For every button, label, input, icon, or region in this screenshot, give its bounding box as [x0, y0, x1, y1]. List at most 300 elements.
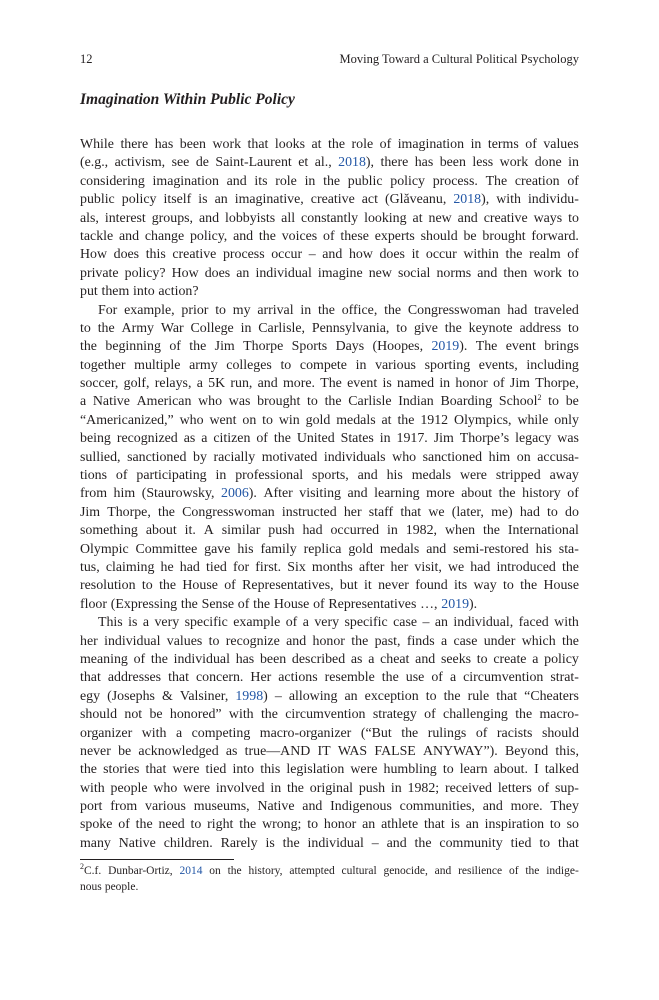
word: honored”: [169, 707, 222, 723]
body-line: [80, 541, 579, 559]
word: the: [381, 670, 399, 686]
word: Valsiner,: [179, 688, 229, 704]
word: is: [198, 192, 208, 208]
word: role: [275, 173, 297, 189]
word: nous: [80, 880, 102, 893]
word: tackle: [80, 228, 114, 244]
word: history,: [248, 865, 283, 877]
word: claiming: [105, 559, 155, 575]
word: creative: [483, 210, 528, 226]
word: together: [80, 357, 126, 373]
word: as: [350, 651, 363, 667]
word: army: [189, 357, 218, 373]
word: medals: [379, 541, 420, 557]
word: traveled: [534, 302, 579, 318]
body-line: [80, 375, 579, 393]
word: tied: [205, 559, 227, 575]
word: While: [80, 137, 114, 152]
word: were: [183, 780, 211, 796]
word: et: [298, 155, 309, 171]
word: him: [488, 449, 511, 465]
word: not: [124, 707, 143, 723]
word: on: [242, 412, 257, 428]
word: history: [522, 486, 561, 502]
word: a: [532, 651, 539, 667]
citation-link[interactable]: 1998: [235, 688, 264, 704]
word: sullied,: [80, 449, 121, 465]
word: floor: [80, 596, 108, 612]
word: to: [307, 817, 319, 833]
word: considering: [80, 173, 145, 189]
word: of: [424, 707, 436, 723]
word: Representatives,: [242, 578, 334, 594]
word: 1982;: [407, 780, 440, 796]
word: the: [159, 578, 177, 594]
body-line: [80, 467, 579, 485]
word: create: [493, 651, 527, 667]
word: meaning: [80, 651, 128, 667]
word: medals: [411, 468, 452, 484]
word: very: [154, 615, 180, 631]
word: colleges: [226, 357, 272, 373]
body-line: [80, 173, 579, 191]
word: does: [204, 265, 231, 281]
footnote: [80, 864, 579, 895]
word: to: [307, 394, 318, 410]
word: (Glăveanu,: [384, 192, 447, 208]
word: lobbyists: [225, 210, 276, 226]
word: the: [258, 228, 276, 244]
word: him: [113, 486, 136, 502]
word: sporting: [424, 357, 471, 373]
body-line: [80, 283, 579, 301]
word: brought: [482, 228, 526, 244]
word: allowing: [288, 688, 338, 704]
word: occurred: [330, 523, 380, 539]
word: who: [179, 412, 204, 428]
word: it: [364, 578, 372, 594]
word: that: [168, 670, 189, 686]
word: this: [260, 762, 281, 778]
citation-link[interactable]: 2018: [338, 155, 366, 171]
word: participating: [136, 468, 207, 484]
word: about: [145, 523, 177, 539]
word: that: [423, 817, 445, 833]
word: children.: [163, 835, 213, 851]
word: in: [215, 468, 227, 484]
word: Jim: [80, 504, 101, 520]
word: indige-: [546, 865, 579, 877]
word: the: [227, 865, 242, 877]
word: public: [347, 173, 383, 189]
word: 1917.: [396, 431, 428, 447]
word: process: [222, 247, 265, 263]
word: gave: [204, 541, 231, 557]
word: finds: [406, 633, 435, 649]
word: –: [274, 688, 282, 704]
word: into: [232, 762, 255, 778]
word: at: [412, 210, 423, 226]
word: social: [397, 265, 431, 281]
word: way: [473, 578, 497, 594]
word: How: [171, 265, 199, 281]
word: be: [565, 394, 579, 410]
word: (later,: [451, 504, 484, 520]
word: –: [308, 247, 316, 263]
word: Dunbar-Ortiz,: [108, 865, 173, 877]
word: resilience: [458, 865, 503, 877]
footnote-line: [80, 880, 579, 896]
word: with: [554, 615, 579, 631]
word: act: [361, 192, 378, 208]
word: norms: [436, 265, 472, 281]
word: the: [401, 725, 419, 741]
body-line: [80, 596, 579, 614]
word: resemble: [324, 670, 375, 686]
word: ANYWAY”).: [423, 743, 498, 759]
word: Rarely: [220, 835, 258, 851]
word: the: [520, 578, 538, 594]
word: about: [461, 486, 493, 502]
word: months: [311, 559, 353, 575]
word: his: [386, 468, 403, 484]
word: staff: [368, 504, 394, 520]
word: of: [537, 780, 550, 796]
word: a: [449, 670, 457, 686]
body-line: [80, 136, 579, 154]
word: how: [348, 247, 373, 263]
word: Days: [335, 339, 365, 355]
word: addresses: [107, 670, 162, 686]
word: the: [505, 247, 523, 263]
word: experts: [374, 228, 415, 244]
word: an: [344, 688, 358, 704]
citation-link[interactable]: 2019: [431, 339, 460, 355]
word: …,: [420, 596, 438, 612]
word: de: [195, 155, 209, 171]
word: occur: [425, 247, 457, 263]
word: his: [237, 541, 254, 557]
word: do: [565, 504, 579, 520]
word: to: [476, 651, 488, 667]
word: strategy: [372, 707, 417, 723]
word: 2019).: [431, 339, 468, 355]
word: to: [208, 633, 220, 649]
word: had: [470, 559, 491, 575]
word: to: [442, 762, 454, 778]
word: an: [465, 817, 479, 833]
word: to: [548, 394, 559, 410]
body-line: [80, 780, 579, 798]
word: the: [414, 835, 432, 851]
word: described: [291, 651, 346, 667]
word: that: [558, 835, 579, 851]
footnote-marker: 2: [80, 862, 84, 871]
word: in: [568, 155, 579, 171]
body-line: [80, 651, 579, 669]
word: the: [80, 762, 97, 778]
word: terms: [487, 137, 519, 152]
word: true—AND: [244, 743, 311, 759]
word: multiple: [134, 357, 181, 373]
body-line: [80, 669, 579, 687]
word: stripped: [495, 468, 541, 484]
word: there: [380, 155, 409, 171]
word: International: [507, 523, 579, 539]
word: sta-: [558, 541, 579, 557]
word: Native: [257, 799, 295, 815]
word: Thorpe’s: [459, 431, 510, 447]
body-line: [80, 265, 579, 283]
word: The: [485, 173, 508, 189]
word: her: [80, 633, 98, 649]
word: a: [196, 376, 203, 392]
word: competing: [191, 725, 251, 741]
citation-link[interactable]: 2006: [221, 486, 249, 502]
word: to: [280, 357, 292, 373]
word: macro-organizer: [259, 725, 352, 741]
word: spoke: [80, 817, 113, 833]
word: case: [393, 615, 418, 631]
word: push: [358, 780, 386, 796]
word: Jim: [509, 376, 530, 392]
citation-link[interactable]: 2019: [441, 596, 470, 612]
word: activism,: [114, 155, 166, 171]
body-line: [80, 688, 579, 706]
word: 2006).: [221, 486, 257, 502]
word: visit,: [414, 559, 442, 575]
citation-link[interactable]: 2018: [453, 192, 482, 208]
word: less: [472, 155, 494, 171]
body-line: [80, 577, 579, 595]
body-line: [80, 614, 579, 632]
word: been: [179, 137, 206, 152]
word: For: [98, 302, 118, 318]
word: action?: [158, 284, 199, 300]
word: How: [80, 247, 108, 263]
word: of: [118, 817, 130, 833]
word: WAS: [337, 743, 368, 759]
word: recognized: [116, 431, 178, 447]
word: Jim: [214, 339, 235, 355]
word: public: [80, 192, 115, 208]
word: the: [150, 651, 168, 667]
word: seeks: [440, 651, 472, 667]
word: to: [80, 320, 91, 336]
word: in: [390, 780, 402, 796]
word: specific: [344, 615, 388, 631]
word: who: [153, 780, 178, 796]
word: more.: [510, 799, 543, 815]
word: 2019).: [441, 596, 478, 612]
word: and: [434, 865, 452, 877]
word: States: [340, 431, 374, 447]
word: of: [323, 228, 335, 244]
word: –: [371, 835, 379, 851]
word: to: [396, 320, 408, 336]
word: to: [425, 688, 437, 704]
body-line: [80, 246, 579, 264]
word: and: [457, 210, 478, 226]
word: and: [302, 799, 323, 815]
word: to: [503, 578, 514, 594]
word: wrong;: [262, 817, 302, 833]
word: example: [233, 615, 281, 631]
word: and: [257, 376, 278, 392]
word: the: [157, 504, 175, 520]
word: and: [199, 210, 220, 226]
word: Thorpe,: [535, 376, 579, 392]
word: humbling: [383, 762, 437, 778]
word: to: [215, 302, 226, 318]
body-line: [80, 210, 579, 228]
word: has: [154, 137, 174, 152]
word: of: [256, 431, 268, 447]
word: being: [80, 431, 111, 447]
word: citizen: [213, 431, 251, 447]
word: Indian: [398, 394, 434, 410]
word: individual,: [453, 615, 514, 631]
word: sup-: [554, 780, 579, 796]
word: the: [135, 817, 153, 833]
word: individu-: [527, 192, 579, 208]
word: should: [80, 707, 118, 723]
word: put: [80, 284, 98, 300]
word: many: [80, 835, 111, 851]
word: on: [209, 865, 221, 877]
word: had: [519, 504, 540, 520]
word: so: [566, 817, 579, 833]
word: Thorpe: [243, 339, 284, 355]
word: honor: [455, 376, 488, 392]
word: with: [496, 192, 521, 208]
word: it.: [184, 523, 196, 539]
word: to: [190, 817, 202, 833]
word: went: [209, 412, 237, 428]
word: in: [387, 523, 398, 539]
word: Sports: [291, 339, 328, 355]
word: including: [526, 357, 579, 373]
word: its: [254, 173, 268, 189]
word: right: [207, 817, 234, 833]
word: under: [483, 633, 516, 649]
word: individual: [307, 835, 364, 851]
word: that: [400, 504, 422, 520]
word: of: [115, 468, 128, 484]
body-line: [80, 504, 579, 522]
word: events,: [478, 357, 518, 373]
word: that: [496, 688, 518, 704]
word: the: [384, 302, 402, 318]
word: be: [149, 707, 163, 723]
word: this: [145, 247, 166, 263]
word: a: [80, 394, 87, 410]
word: with: [228, 707, 254, 723]
word: does: [113, 247, 140, 263]
body-line: [80, 412, 579, 430]
word: the: [443, 688, 461, 704]
word: in: [470, 137, 482, 152]
body-line: [80, 816, 579, 834]
word: 1998): [235, 688, 268, 704]
word: at: [311, 137, 322, 152]
word: After: [263, 486, 293, 502]
word: introduced: [496, 559, 556, 575]
word: first.: [255, 559, 282, 575]
word: cultural: [341, 865, 377, 877]
word: with: [141, 725, 167, 741]
word: we: [447, 559, 465, 575]
word: private: [80, 265, 119, 281]
word: honor: [312, 633, 345, 649]
word: individual: [104, 633, 161, 649]
word: that: [80, 670, 101, 686]
word: brought: [257, 394, 301, 410]
word: various: [375, 357, 416, 373]
word: exception: [364, 688, 419, 704]
word: FALSE: [374, 743, 416, 759]
word: the: [260, 707, 278, 723]
word: keynote: [468, 320, 513, 336]
word: run,: [230, 376, 253, 392]
word: new: [368, 265, 392, 281]
word: and: [233, 228, 254, 244]
word: Olympics,: [454, 412, 512, 428]
word: letters: [497, 780, 532, 796]
word: racists: [496, 725, 533, 741]
word: arrival: [257, 302, 294, 318]
body-line: [80, 559, 579, 577]
word: creative: [310, 192, 355, 208]
word: something: [80, 523, 138, 539]
word: the: [189, 339, 207, 355]
word: tus,: [80, 559, 100, 575]
word: of: [224, 578, 236, 594]
word: to: [568, 210, 579, 226]
word: and: [347, 486, 368, 502]
word: as: [225, 743, 238, 759]
word: case: [453, 633, 478, 649]
word: accusa-: [537, 449, 579, 465]
word: learn: [459, 762, 488, 778]
word: interest: [104, 210, 146, 226]
word: specific: [184, 615, 228, 631]
page-number: 12: [80, 52, 93, 66]
word: new: [428, 210, 452, 226]
word: the: [286, 780, 304, 796]
word: Committee: [135, 541, 198, 557]
word: soccer,: [80, 376, 119, 392]
word: athlete: [381, 817, 419, 833]
word: individuals: [323, 449, 386, 465]
word: and: [286, 633, 307, 649]
word: there: [120, 137, 149, 152]
word: and: [226, 173, 247, 189]
word: the: [317, 302, 335, 318]
word: honor: [323, 817, 357, 833]
word: challenging: [443, 707, 508, 723]
word: office,: [341, 302, 378, 318]
word: the: [351, 633, 369, 649]
citation-link[interactable]: 2014: [179, 865, 203, 877]
word: the: [324, 394, 342, 410]
word: Sense: [201, 596, 235, 612]
word: an: [236, 265, 250, 281]
word: people.: [104, 880, 139, 893]
word: at: [381, 412, 392, 428]
word: of: [567, 247, 579, 263]
word: compete: [299, 357, 347, 373]
